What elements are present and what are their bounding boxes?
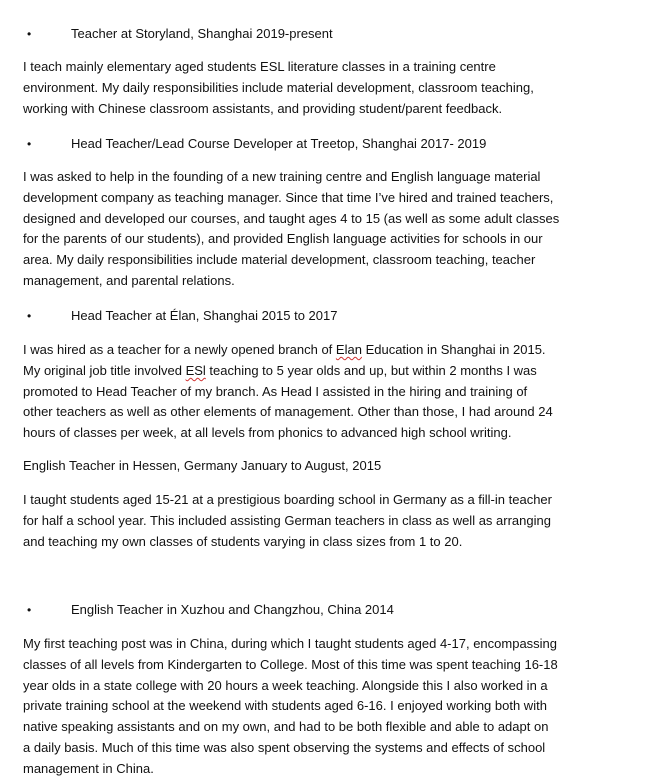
job-heading-storyland <box>23 24 623 44</box>
job-heading-treetop <box>23 134 623 154</box>
job-description-storyland <box>23 57 583 119</box>
paragraph-line: I taught students aged 15-21 at a prestigious boarding school in Germany as a fill-in teacher <box>23 492 552 507</box>
bullet-icon: • <box>27 603 32 617</box>
paragraph-line: a daily basis. Much of this time was also spent observing the systems and effects of school <box>23 739 546 755</box>
paragraph-line: native speaking assistants and on my own, and had to be both flexible and able to adapt on <box>23 719 549 735</box>
line-text: teaching to 5 year olds and up, but within 2 months I was <box>205 362 537 378</box>
job-heading-china <box>23 600 623 620</box>
paragraph-line: other teachers as well as other elements of management. Other than those, I had around 24 <box>23 404 553 420</box>
job-description-elan <box>23 340 583 444</box>
paragraph-line: designed and developed our courses, and taught ages 4 to 15 (as well as some adult classes <box>23 210 560 226</box>
spellcheck-word[interactable]: ESl <box>185 362 206 378</box>
paragraph-line: for half a school year. This included assisting German teachers in class as well as arranging <box>23 512 551 528</box>
job-description-treetop <box>23 167 583 292</box>
job-title: Head Teacher at Élan, Shanghai 2015 to 2017 <box>71 308 338 323</box>
line-text: My original job title involved <box>23 362 186 378</box>
paragraph-line: My first teaching post was in China, during which I taught students aged 4-17, encompassing <box>23 636 558 651</box>
job-title: English Teacher in Hessen, Germany January to August, 2015 <box>23 458 382 473</box>
paragraph-line: area. My daily responsibilities include material development, classroom teaching, teacher <box>23 252 536 268</box>
paragraph-line: development company as teaching manager. Since that time I’ve hired and trained teachers, <box>23 189 554 205</box>
job-heading-hessen <box>23 456 623 476</box>
bullet-icon: • <box>27 27 32 41</box>
paragraph-line: classes of all levels from Kindergarten to College. Most of this time was spent teaching 16-18 <box>23 656 558 672</box>
spellcheck-word[interactable]: Elan <box>335 342 362 357</box>
paragraph-line: working with Chinese classroom assistants, and providing student/parent feedback. <box>23 100 503 116</box>
paragraph-line <box>23 361 583 382</box>
job-heading-elan <box>23 306 623 326</box>
line-text: I was hired as a teacher for a newly opened branch of <box>23 342 336 357</box>
job-title: English Teacher in Xuzhou and Changzhou, China 2014 <box>71 602 394 617</box>
job-description-china <box>23 634 583 780</box>
paragraph-line: for the parents of our students), and provided English language activities for schools in our <box>23 231 543 247</box>
paragraph-line: hours of classes per week, at all levels from phonics to advanced high school writing. <box>23 425 512 441</box>
paragraph-line: I teach mainly elementary aged students ESL literature classes in a training centre <box>23 59 496 74</box>
job-title: Head Teacher/Lead Course Developer at Treetop, Shanghai 2017- 2019 <box>71 136 487 151</box>
paragraph-line <box>23 340 583 361</box>
paragraph-line: I was asked to help in the founding of a new training centre and English language material <box>23 169 541 184</box>
paragraph-line: and teaching my own classes of students varying in class sizes from 1 to 20. <box>23 533 463 549</box>
paragraph-line: management in China. <box>23 760 154 776</box>
paragraph-line: promoted to Head Teacher of my branch. As Head I assisted in the hiring and training of <box>23 383 528 399</box>
paragraph-line: private training school at the weekend with students aged 6-16. I enjoyed working both with <box>23 698 547 714</box>
paragraph-line: environment. My daily responsibilities include material development, classroom teaching, <box>23 79 534 95</box>
job-title: Teacher at Storyland, Shanghai 2019-present <box>71 26 333 41</box>
job-description-hessen <box>23 490 583 552</box>
bullet-icon: • <box>27 309 32 323</box>
paragraph-line: year olds in a state college with 20 hours a week teaching. Alongside this I also worked in a <box>23 677 548 693</box>
bullet-icon: • <box>27 137 32 151</box>
paragraph-line: management, and parental relations. <box>23 272 235 288</box>
line-text: Education in Shanghai in 2015. <box>361 342 546 357</box>
